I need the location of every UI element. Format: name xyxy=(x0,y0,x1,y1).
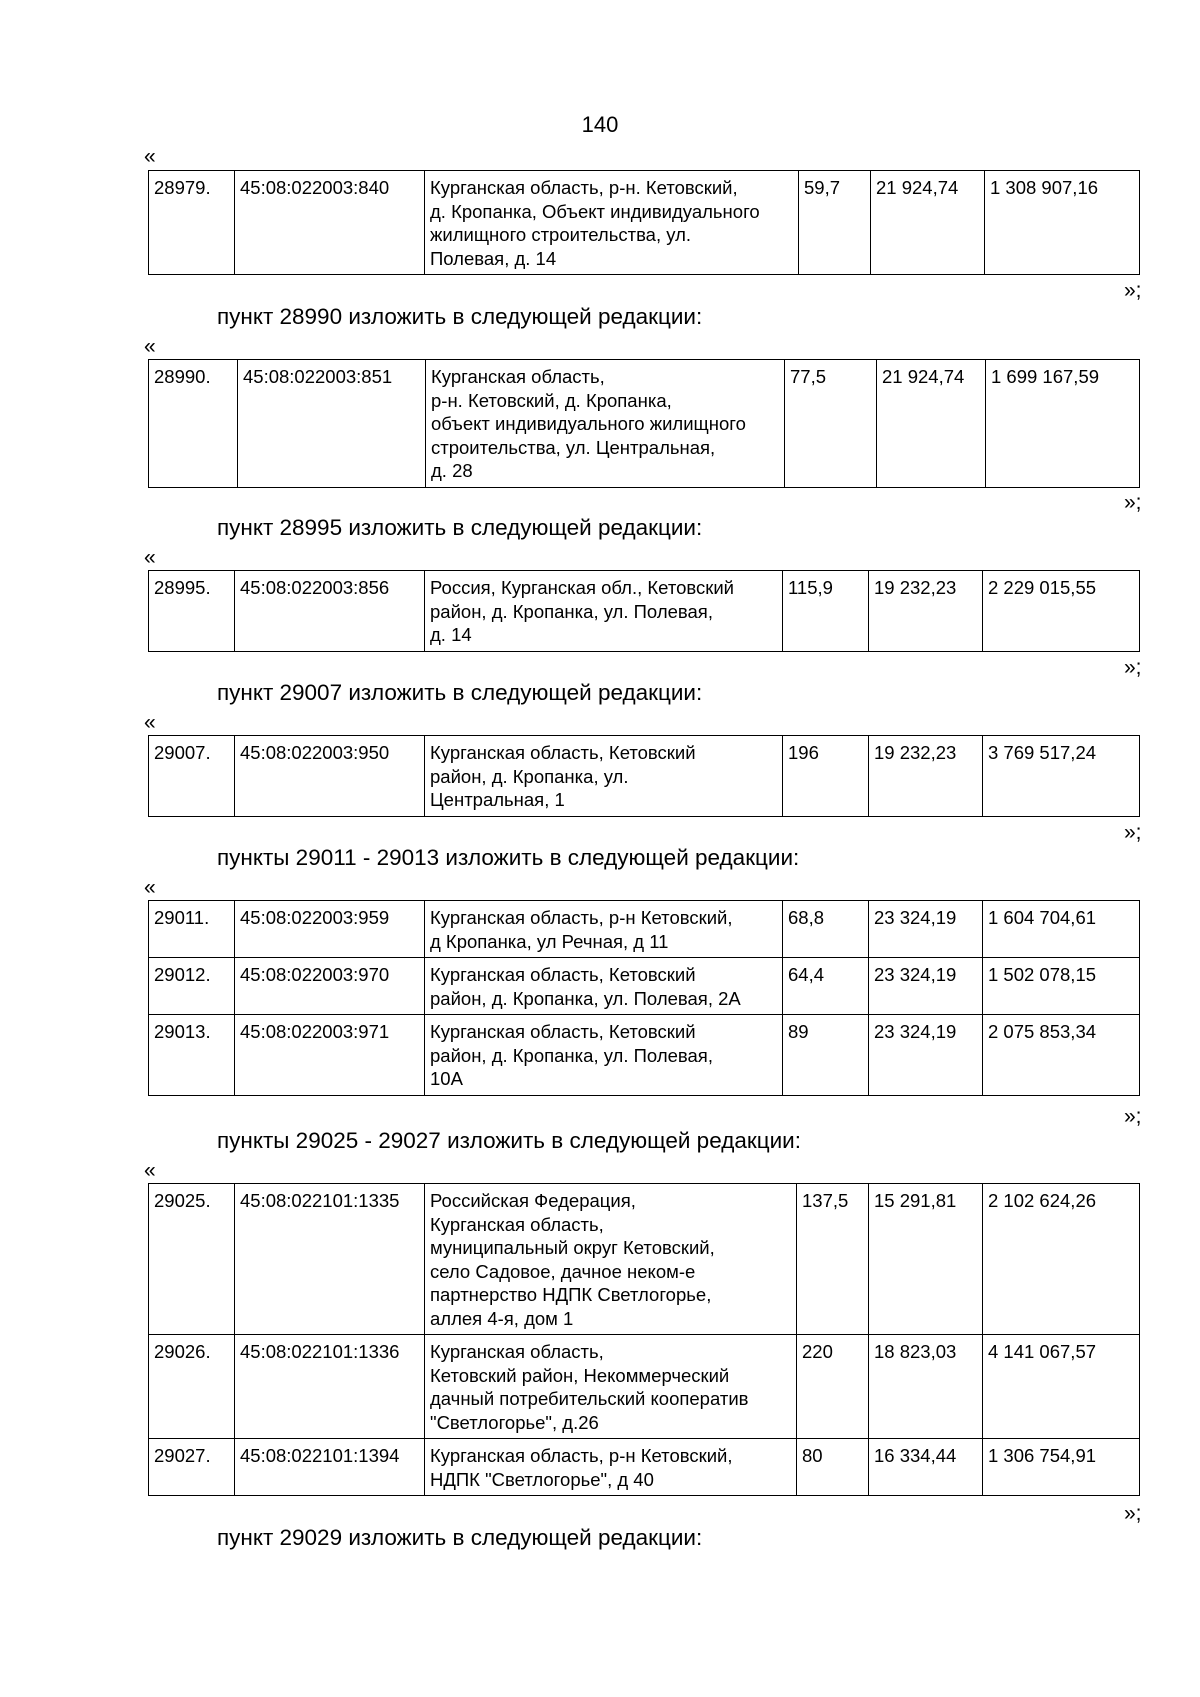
open-quote: « xyxy=(144,711,156,734)
area: 80 xyxy=(797,1439,869,1496)
parcel-table xyxy=(148,735,1140,817)
instruction-text: пункт 29029 изложить в следующей редакции: xyxy=(217,1525,703,1550)
parcel-table xyxy=(148,900,1140,1096)
rate: 16 334,44 xyxy=(869,1439,983,1496)
cost: 1 699 167,59 xyxy=(986,360,1140,488)
cost: 1 502 078,15 xyxy=(983,958,1140,1015)
cadastral-number: 45:08:022003:970 xyxy=(235,958,425,1015)
address: Курганская область, Кетовский район, д. Кропанка, ул. Центральная, 1 xyxy=(425,736,783,817)
item-number: 29013. xyxy=(149,1015,235,1096)
area: 59,7 xyxy=(799,171,871,275)
open-quote: « xyxy=(144,145,156,168)
parcel-table xyxy=(148,570,1140,652)
rate: 18 823,03 xyxy=(869,1335,983,1439)
cost: 1 604 704,61 xyxy=(983,901,1140,958)
area: 196 xyxy=(783,736,869,817)
cadastral-number: 45:08:022003:856 xyxy=(235,571,425,652)
item-number: 28995. xyxy=(149,571,235,652)
cadastral-number: 45:08:022003:959 xyxy=(235,901,425,958)
area: 137,5 xyxy=(797,1184,869,1335)
parcel-table xyxy=(148,170,1140,275)
table-row xyxy=(149,958,1140,1015)
table-row xyxy=(149,1015,1140,1096)
item-number: 29007. xyxy=(149,736,235,817)
item-number: 29012. xyxy=(149,958,235,1015)
area: 89 xyxy=(783,1015,869,1096)
close-quote: »; xyxy=(1124,279,1142,302)
cadastral-number: 45:08:022003:840 xyxy=(235,171,425,275)
instruction-text: пункт 29007 изложить в следующей редакции: xyxy=(217,680,703,705)
cost: 4 141 067,57 xyxy=(983,1335,1140,1439)
table-row xyxy=(149,1439,1140,1496)
item-number: 28979. xyxy=(149,171,235,275)
cost: 2 102 624,26 xyxy=(983,1184,1140,1335)
cadastral-number: 45:08:022101:1394 xyxy=(235,1439,425,1496)
parcel-table xyxy=(148,359,1140,488)
cadastral-number: 45:08:022101:1335 xyxy=(235,1184,425,1335)
cadastral-number: 45:08:022003:950 xyxy=(235,736,425,817)
rate: 23 324,19 xyxy=(869,901,983,958)
item-number: 29025. xyxy=(149,1184,235,1335)
table-row xyxy=(149,360,1140,488)
table-row xyxy=(149,901,1140,958)
cost: 3 769 517,24 xyxy=(983,736,1140,817)
table-row xyxy=(149,571,1140,652)
item-number: 29026. xyxy=(149,1335,235,1439)
address: Россия, Курганская обл., Кетовский район, д. Кропанка, ул. Полевая, д. 14 xyxy=(425,571,783,652)
table-row xyxy=(149,736,1140,817)
close-quote: »; xyxy=(1124,656,1142,679)
address: Курганская область, р-н. Кетовский, д. Кропанка, объект индивидуального жилищного строительства, ул. Центральная, д. 28 xyxy=(426,360,785,488)
cadastral-number: 45:08:022003:971 xyxy=(235,1015,425,1096)
open-quote: « xyxy=(144,335,156,358)
rate: 15 291,81 xyxy=(869,1184,983,1335)
close-quote: »; xyxy=(1124,491,1142,514)
instruction-text: пункт 28995 изложить в следующей редакции: xyxy=(217,515,703,540)
rate: 19 232,23 xyxy=(869,736,983,817)
address: Курганская область, р-н. Кетовский, д. Кропанка, Объект индивидуального жилищного строительства, ул. Полевая, д. 14 xyxy=(425,171,799,275)
area: 220 xyxy=(797,1335,869,1439)
instruction-text: пункты 29025 - 29027 изложить в следующей редакции: xyxy=(217,1128,801,1153)
table-row xyxy=(149,1184,1140,1335)
rate: 19 232,23 xyxy=(869,571,983,652)
cost: 1 308 907,16 xyxy=(985,171,1140,275)
cost: 1 306 754,91 xyxy=(983,1439,1140,1496)
table-row xyxy=(149,1335,1140,1439)
instruction-text: пункты 29011 - 29013 изложить в следующей редакции: xyxy=(217,845,800,870)
item-number: 29027. xyxy=(149,1439,235,1496)
open-quote: « xyxy=(144,1159,156,1182)
item-number: 29011. xyxy=(149,901,235,958)
rate: 21 924,74 xyxy=(871,171,985,275)
address: Курганская область, р-н Кетовский, д Кропанка, ул Речная, д 11 xyxy=(425,901,783,958)
close-quote: »; xyxy=(1124,1105,1142,1128)
parcel-table xyxy=(148,1183,1140,1496)
address: Курганская область, Кетовский район, д. Кропанка, ул. Полевая, 2А xyxy=(425,958,783,1015)
address: Курганская область, Кетовский район, Некоммерческий дачный потребительский кооператив "Светлогорье", д.26 xyxy=(425,1335,797,1439)
address: Курганская область, Кетовский район, д. Кропанка, ул. Полевая, 10А xyxy=(425,1015,783,1096)
open-quote: « xyxy=(144,546,156,569)
address: Российская Федерация, Курганская область, муниципальный округ Кетовский, село Садовое, дачное неком-е партнерство НДПК Светлогорье, аллея 4-я, дом 1 xyxy=(425,1184,797,1335)
table-row xyxy=(149,171,1140,275)
cadastral-number: 45:08:022003:851 xyxy=(238,360,426,488)
cadastral-number: 45:08:022101:1336 xyxy=(235,1335,425,1439)
cost: 2 229 015,55 xyxy=(983,571,1140,652)
area: 68,8 xyxy=(783,901,869,958)
cost: 2 075 853,34 xyxy=(983,1015,1140,1096)
rate: 21 924,74 xyxy=(877,360,986,488)
address: Курганская область, р-н Кетовский, НДПК "Светлогорье", д 40 xyxy=(425,1439,797,1496)
area: 64,4 xyxy=(783,958,869,1015)
item-number: 28990. xyxy=(149,360,238,488)
open-quote: « xyxy=(144,876,156,899)
area: 77,5 xyxy=(785,360,877,488)
area: 115,9 xyxy=(783,571,869,652)
close-quote: »; xyxy=(1124,821,1142,844)
instruction-text: пункт 28990 изложить в следующей редакции: xyxy=(217,304,703,329)
page-number: 140 xyxy=(581,112,619,137)
rate: 23 324,19 xyxy=(869,958,983,1015)
close-quote: »; xyxy=(1124,1502,1142,1525)
rate: 23 324,19 xyxy=(869,1015,983,1096)
